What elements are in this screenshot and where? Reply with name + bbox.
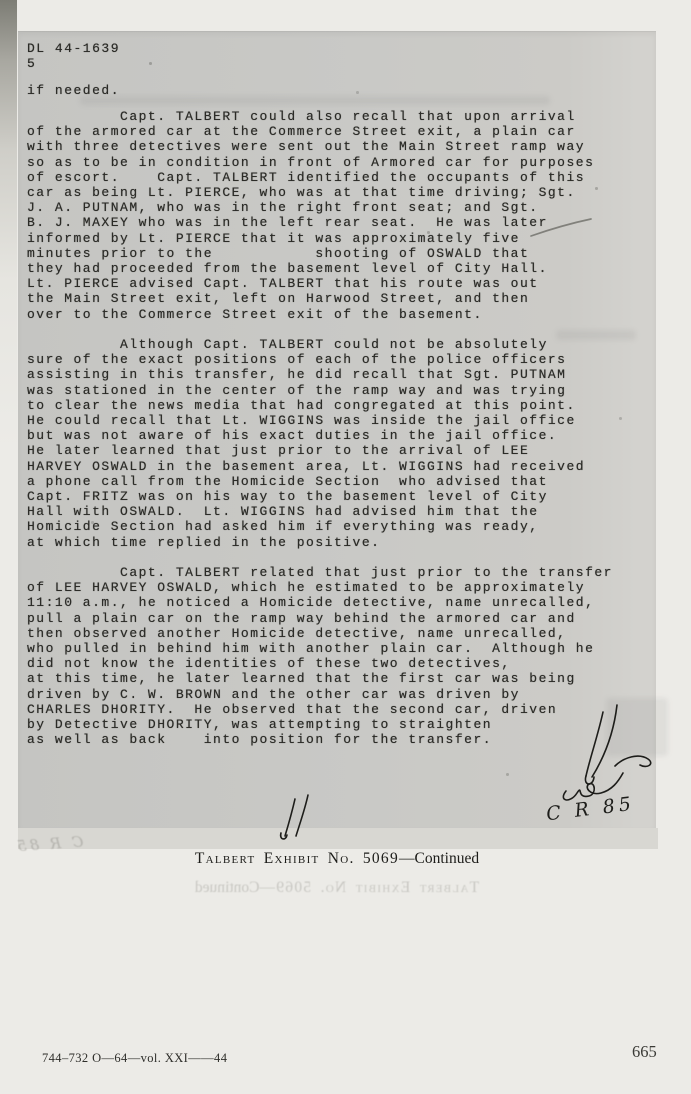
bleedthrough-smudge xyxy=(80,96,550,105)
carryover-line: if needed. xyxy=(27,83,121,98)
exhibit-caption-title: Talbert Exhibit No. 5069 xyxy=(194,850,400,867)
document-body xyxy=(27,109,647,748)
paragraph-2: Although Capt. TALBERT could not be absolutely sure of the exact positions of each of the police officers assisting in this transfer, he did recall that Sgt. PUTNAM was stationed in the center of the ramp way and was trying to clear the news media that had congregated at this point. He could recall that Lt. WIGGINS was inside the jail office but was not aware of his exact duties in the jail office. He later learned that just prior to the arrival of LEE HARVEY OSWALD in the basement area, Lt. WIGGINS had received a phone call from the Homicide Section who advised that Capt. FRITZ was on his way to the basement level of City Hall with OSWALD. Lt. WIGGINS had advised him that the Homicide Section had asked him if everything was ready, at which time replied in the positive. xyxy=(27,337,586,550)
document-page-number: 5 xyxy=(27,56,37,72)
exhibit-caption-suffix: —Continued xyxy=(399,850,480,867)
document-header xyxy=(27,41,120,71)
file-number: DL 44-1639 xyxy=(27,41,121,56)
paragraph-1: Capt. TALBERT could also recall that upon arrival of the armored car at the Commerce Street exit, a plain car with three detectives were sent out the Main Street ramp way so as to be in condition in front of Armored car for purposes of escort. Capt. TALBERT identified the occupants of this car as being Lt. PIERCE, who was at that time driving; Sgt. J. A. PUTNAM, who was in the right front seat; and Sgt. B. J. MAXEY who was in the left rear seat. He was later informed by Lt. PIERCE that it was approximately five minutes prior to the shooting of OSWALD that they had proceeded from the basement level of City Hall. Lt. PIERCE advised Capt. TALBERT that his route was out the Main Street exit, left on Harwood Street, and then over to the Commerce Street exit of the basement. xyxy=(27,109,595,322)
scan-bottom-fade xyxy=(18,828,658,849)
bleedthrough-smudge xyxy=(556,330,636,340)
book-page-number: 665 xyxy=(632,1042,657,1061)
page-gutter-shadow xyxy=(0,0,17,1094)
scanned-document xyxy=(18,31,656,829)
handwritten-initials: C R 85 xyxy=(544,792,637,826)
initials-bleedthrough: C R 85 xyxy=(13,832,84,856)
bleedthrough-smudge xyxy=(606,698,668,756)
exhibit-caption-bleedthrough-suffix: —Continued xyxy=(194,879,275,896)
print-code: 744–732 O—64—vol. XXI——44 xyxy=(42,1051,228,1065)
paragraph-3: Capt. TALBERT related that just prior to the transfer of LEE HARVEY OSWALD, which he estimated to be approximately 11:10 a.m., he noticed a Homicide detective, name unrecalled, pull a plain car on the ramp way behind the armored car and then observed another Homicide detective, name unrecalled, who pulled in behind him with another plain car. Although he did not know the identities of these two detectives, at this time, he later learned that the first car was being driven by C. W. BROWN and the other car was driven by CHARLES DHORITY. He observed that the second car, driven by Detective DHORITY, was attempting to straighten as well as back into position for the transfer. xyxy=(27,565,613,748)
exhibit-caption-bleedthrough xyxy=(18,879,656,897)
exhibit-caption-bleedthrough-title: Talbert Exhibit No. 5069 xyxy=(274,879,480,896)
exhibit-caption xyxy=(18,850,656,868)
paper-specks xyxy=(0,0,1,1)
